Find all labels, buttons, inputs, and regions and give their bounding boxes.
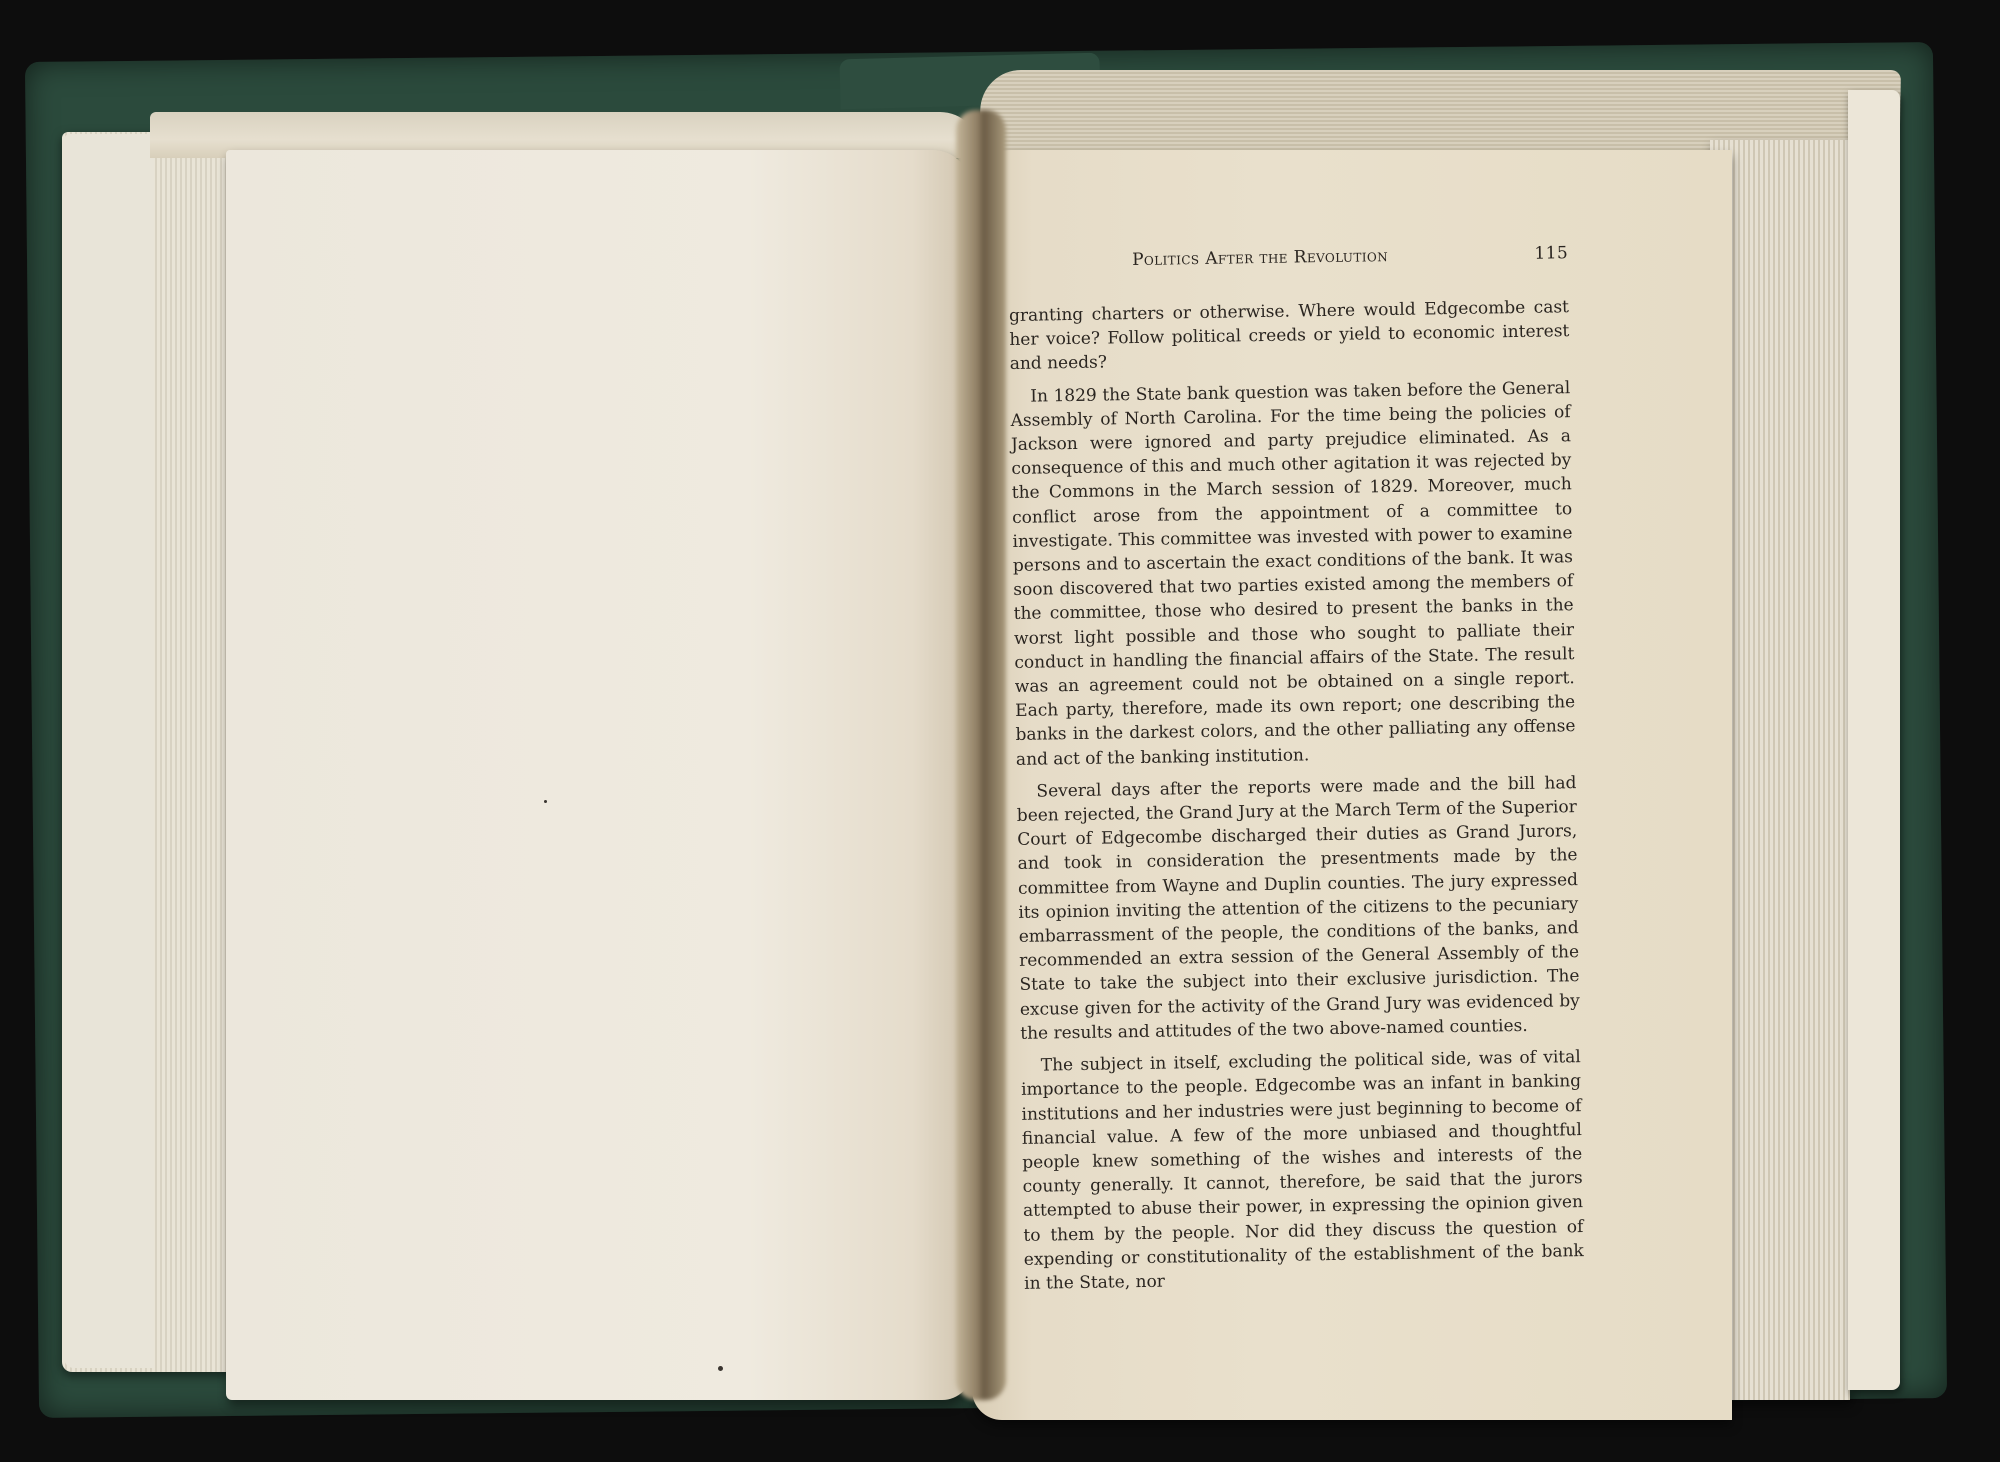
page-speck [544,800,547,803]
paragraph: In 1829 the State bank question was taken before the General Assembly of North Carolina. For the time being the policies of Jackson were ignored and party prejudice eliminated. As a consequence of this and much other agitation it was rejected by the Commons in the March session of 1829. Moreover, much conflict arose from the appointment of a committee to investigate. This committee was invested with power to examine persons and to ascertain the exact conditions of the bank. It was soon discovered that two parties existed among the members of the committee, those who desired to present the banks in the worst light possible and those who sought to palliate their conduct in handling the financial affairs of the State. The result was an agreement could not be obtained on a single report. Each party, therefore, made its own report; one describing the banks in the darkest colors, and the other palliating any offense and act of the banking institution. [1010,377,1576,770]
left-flyleaf [64,134,154,1368]
paragraph: Several days after the reports were made and the bill had been rejected, the Grand Jury at the March Term of the Superior Court of Edgecombe discharged their duties as Grand Jurors, and took in consideration the presentments made by the committee from Wayne and Duplin counties. The jury expressed its opinion inviting the attention of the citizens to the pecuniary embarrassment of the people, the conditions of the banks, and recommended an extra session of the General Assembly of the State to take the subject into their exclusive jurisdiction. The excuse given for the activity of the Grand Jury was evidenced by the results and attitudes of the two above-named counties. [1016,772,1580,1044]
page-number: 115 [1534,243,1569,264]
right-flyleaf [1848,90,1900,1390]
page-speck [718,1366,723,1371]
book-gutter [956,110,1006,1400]
page-text [1008,243,1584,1296]
paragraph: The subject in itself, excluding the political side, was of vital importance to the people. Edgecombe was an infant in banking institutions and her industries were just beginning to become of financial value. A few of the more unbiased and thoughtful people knew something of the wishes and interests of the county generally. It cannot, therefore, be said that the jurors attempted to abuse their power, in expressing the opinion given to them by the people. Nor did they discuss the question of expending or constitutionality of the establishment of the bank in the State, nor [1021,1047,1584,1294]
paragraph: granting charters or otherwise. Where would Edgecombe cast her voice? Follow political creeds or yield to economic interest and needs? [1008,297,1570,375]
running-title: Politics After the Revolution [1131,246,1389,271]
left-page-blank [226,150,972,1400]
